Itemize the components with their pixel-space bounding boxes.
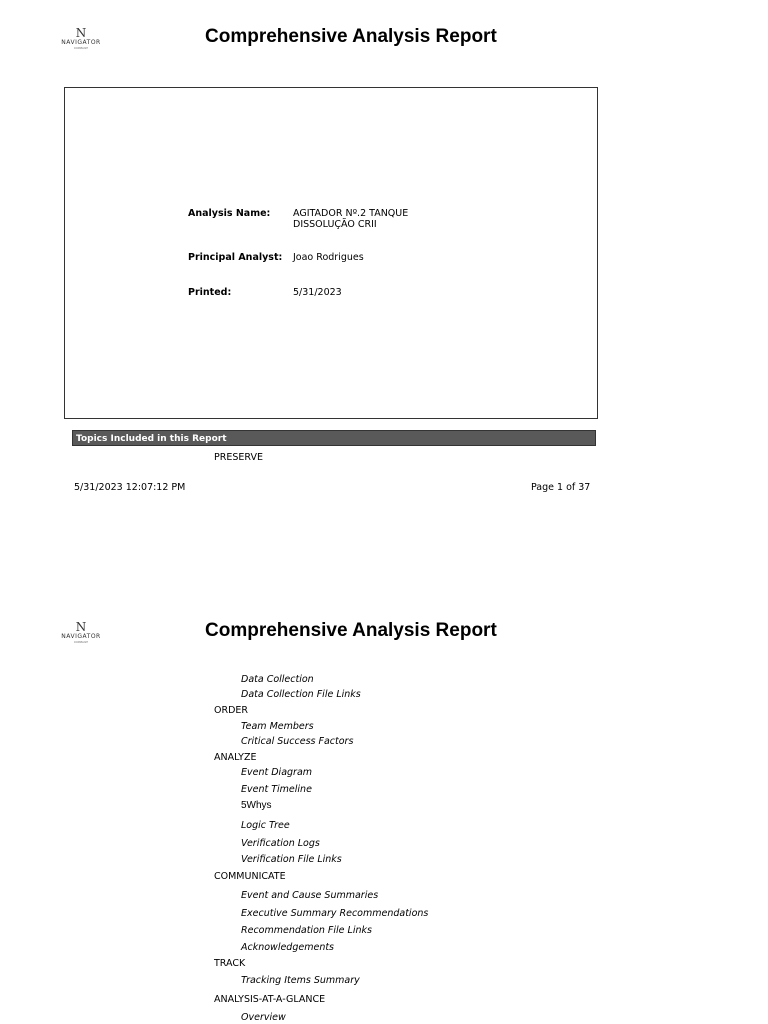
topic-item: Critical Success Factors xyxy=(241,736,354,747)
logo-mark: N xyxy=(75,26,87,40)
topic-section: ORDER xyxy=(214,705,248,716)
topic-item: Acknowledgements xyxy=(241,942,335,953)
logo-tagline: CONSULT xyxy=(74,46,88,50)
analysis-name-label: Analysis Name: xyxy=(188,208,271,219)
topic-item: 5Whys xyxy=(241,800,272,811)
topic-item: Executive Summary Recommendations xyxy=(241,908,429,919)
topic-item: Team Members xyxy=(241,721,314,732)
logo-name: NAVIGATOR xyxy=(61,633,101,640)
topic-section: COMMUNICATE xyxy=(214,871,286,882)
analysis-name-value: AGITADOR Nº.2 TANQUE DISSOLUÇÃO CRII xyxy=(293,208,409,230)
topics-header: Topics Included in this Report xyxy=(72,430,596,446)
printed-label: Printed: xyxy=(188,287,232,298)
topic-item: Event Timeline xyxy=(241,784,312,795)
topic-item: Event and Cause Summaries xyxy=(241,890,379,901)
printed-value: 5/31/2023 xyxy=(293,287,342,298)
principal-analyst-value: Joao Rodrigues xyxy=(293,252,364,263)
topic-item: Event Diagram xyxy=(241,767,313,778)
topic-section: ANALYZE xyxy=(214,752,257,763)
principal-analyst-label: Principal Analyst: xyxy=(188,252,283,263)
company-logo xyxy=(60,27,102,50)
topic-item: Data Collection xyxy=(241,674,314,685)
logo-mark: N xyxy=(75,620,87,634)
company-logo xyxy=(60,621,102,644)
footer-timestamp: 5/31/2023 12:07:12 PM xyxy=(74,482,186,493)
topic-item: Recommendation File Links xyxy=(241,925,372,936)
topic-item: Tracking Items Summary xyxy=(241,975,360,986)
topic-section: ANALYSIS-AT-A-GLANCE xyxy=(214,994,326,1005)
report-title: Comprehensive Analysis Report xyxy=(205,26,497,47)
topic-item: Verification Logs xyxy=(241,838,320,849)
logo-name: NAVIGATOR xyxy=(61,39,101,46)
report-title: Comprehensive Analysis Report xyxy=(205,620,497,641)
topic-item: Verification File Links xyxy=(241,854,342,865)
footer-page-number: Page 1 of 37 xyxy=(531,482,591,493)
topic-section: TRACK xyxy=(214,958,246,969)
logo-tagline: CONSULT xyxy=(74,640,88,644)
topic-item: Overview xyxy=(241,1012,286,1023)
topic-item: Logic Tree xyxy=(241,820,290,831)
topic-item: Data Collection File Links xyxy=(241,689,361,700)
topic-section-preserve: PRESERVE xyxy=(214,452,263,463)
